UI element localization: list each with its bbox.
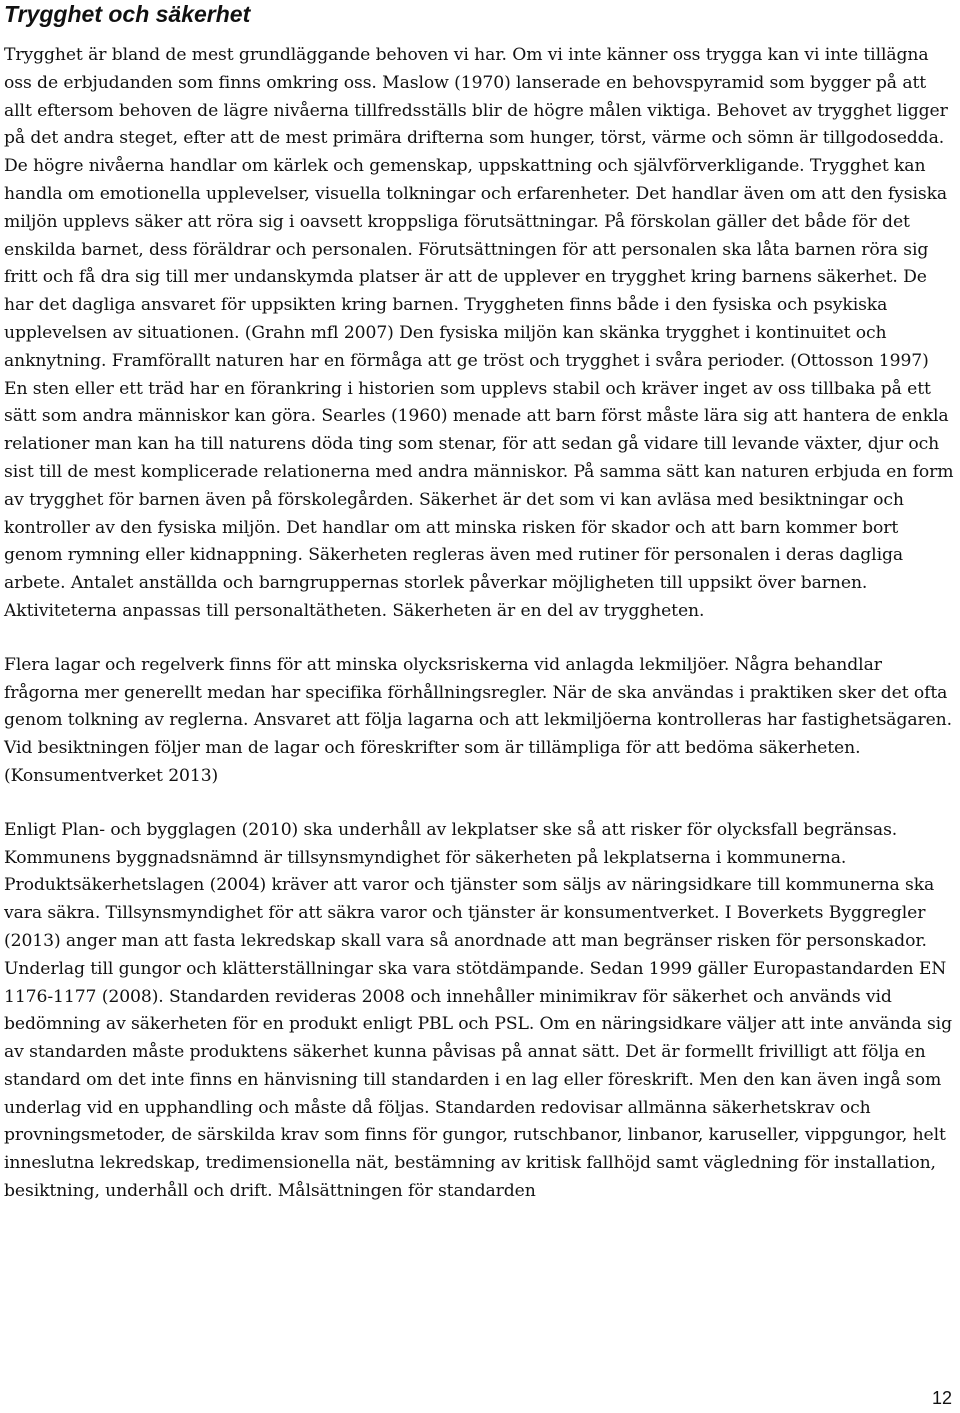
paragraph-trygghet: Trygghet är bland de mest grundläggande behoven vi har. Om vi inte känner oss trygga kan vi inte tillägna oss de erbjudanden som finns omkring oss. Maslow (1970) lanserade en behovspyramid som bygger på att allt eftersom behoven de lägre nivåerna tillfredsställs blir de högre målen viktiga. Behovet av trygghet ligger på det andra steget, efter att de mest primära drifterna som hunger, törst, värme och sömn är tillgodosedda. De högre nivåerna handlar om kärlek och gemenskap, uppskattning och självförverkligande. Trygghet kan handla om emotionella upplevelser, visuella tolkningar och erfarenheter. Det handlar även om att den fysiska miljön upplevs säker att röra sig i oavsett kroppsliga förutsättningar. På förskolan gäller det både för det enskilda barnet, dess föräldrar och personalen. Förutsättningen för att personalen ska låta barnen röra sig fritt och få dra sig till mer undanskymda platser är att de upplever en trygghet kring barnens säkerhet. De har det dagliga ansvaret för uppsikten kring barnen. Tryggheten finns både i den fysiska och psykiska upplevelsen av situationen. (Grahn mfl 2007) Den fysiska miljön kan skänka trygghet i kontinuitet och anknytning. Framförallt naturen har en förmåga att ge tröst och trygghet i svåra perioder. (Ottosson 1997) En sten eller ett träd har en förankring i historien som upplevs stabil och kräver inget av oss tillbaka på ett sätt som andra människor kan göra. Searles (1960) menade att barn först måste lära sig att hantera de enkla relationer man kan ha till naturens döda ting som stenar, för att sedan gå vidare till levande växter, djur och sist till de mest komplicerade relationerna med andra människor. På samma sätt kan naturen erbjuda en form av trygghet för barnen även på förskolegården. Säkerhet är det som vi kan avläsa med besiktningar och kontroller av den fysiska miljön. Det handlar om att minska risken för skador och att barn kommer bort genom rymning eller kidnappning. Säkerheten regleras även med rutiner för personalen i deras dagliga arbete. Antalet anställda och barngruppernas storlek påverkar möjligheten till uppsikt över barnen. Aktiviteterna anpassas till personaltätheten. Säkerheten är en del av tryggheten. — [4, 45, 954, 621]
paragraph-lagar: Flera lagar och regelverk finns för att minska olycksriskerna vid anlagda lekmiljöer. Några behandlar frågorna mer generellt medan har specifika förhållningsregler. När de ska användas i praktiken sker det ofta genom tolkning av reglerna. Ansvaret att följa lagarna och att lekmiljöerna kontrolleras har fastighetsägaren. Vid besiktningen följer man de lagar och föreskrifter som är tillämpliga för att bedöma säkerheten. (Konsumentverket 2013) — [4, 654, 953, 786]
page-number: 12 — [931, 1388, 952, 1408]
section-heading: Trygghet och säkerhet — [4, 1, 251, 27]
paragraph-plan-och-bygglagen: Enligt Plan- och bygglagen (2010) ska underhåll av lekplatser ske så att risker för olycksfall begränsas. Kommunens byggnadsnämnd är tillsynsmyndighet för säkerheten på lekplatserna i kommunerna. Produktsäkerhetslagen (2004) kräver att varor och tjänster som säljs av näringsidkare till kommunerna ska vara säkra. Tillsynsmyndighet för att säkra varor och tjänster är konsumentverket. I Boverkets Byggregler (2013) anger man att fasta lekredskap skall vara så anordnade att man begränser risken för personskador. Underlag till gungor och klätterställningar ska vara stötdämpande. Sedan 1999 gäller Europastandarden EN 1176-1177 (2008). Standarden revideras 2008 och innehåller minimikrav för säkerhet och används vid bedömning av säkerheten för en produkt enligt PBL och PSL. Om en näringsidkare väljer att inte använda sig av standarden måste produktens säkerhet kunna påvisas på annat sätt. Det är formellt frivilligt att följa en standard om det inte finns en hänvisning till standarden i en lag eller föreskrift. Men den kan även ingå som underlag vid en upphandling och måste då följas. Standarden redovisar allmänna säkerhetskrav och provningsmetoder, de särskilda krav som finns för gungor, rutschbanor, linbanor, karuseller, vippgungor, helt inneslutna lekredskap, tredimensionella nät, bestämning av kritisk fallhöjd samt vägledning för installation, besiktning, underhåll och drift. Målsättningen för standarden — [4, 819, 952, 1202]
document-page — [4, 0, 956, 1206]
